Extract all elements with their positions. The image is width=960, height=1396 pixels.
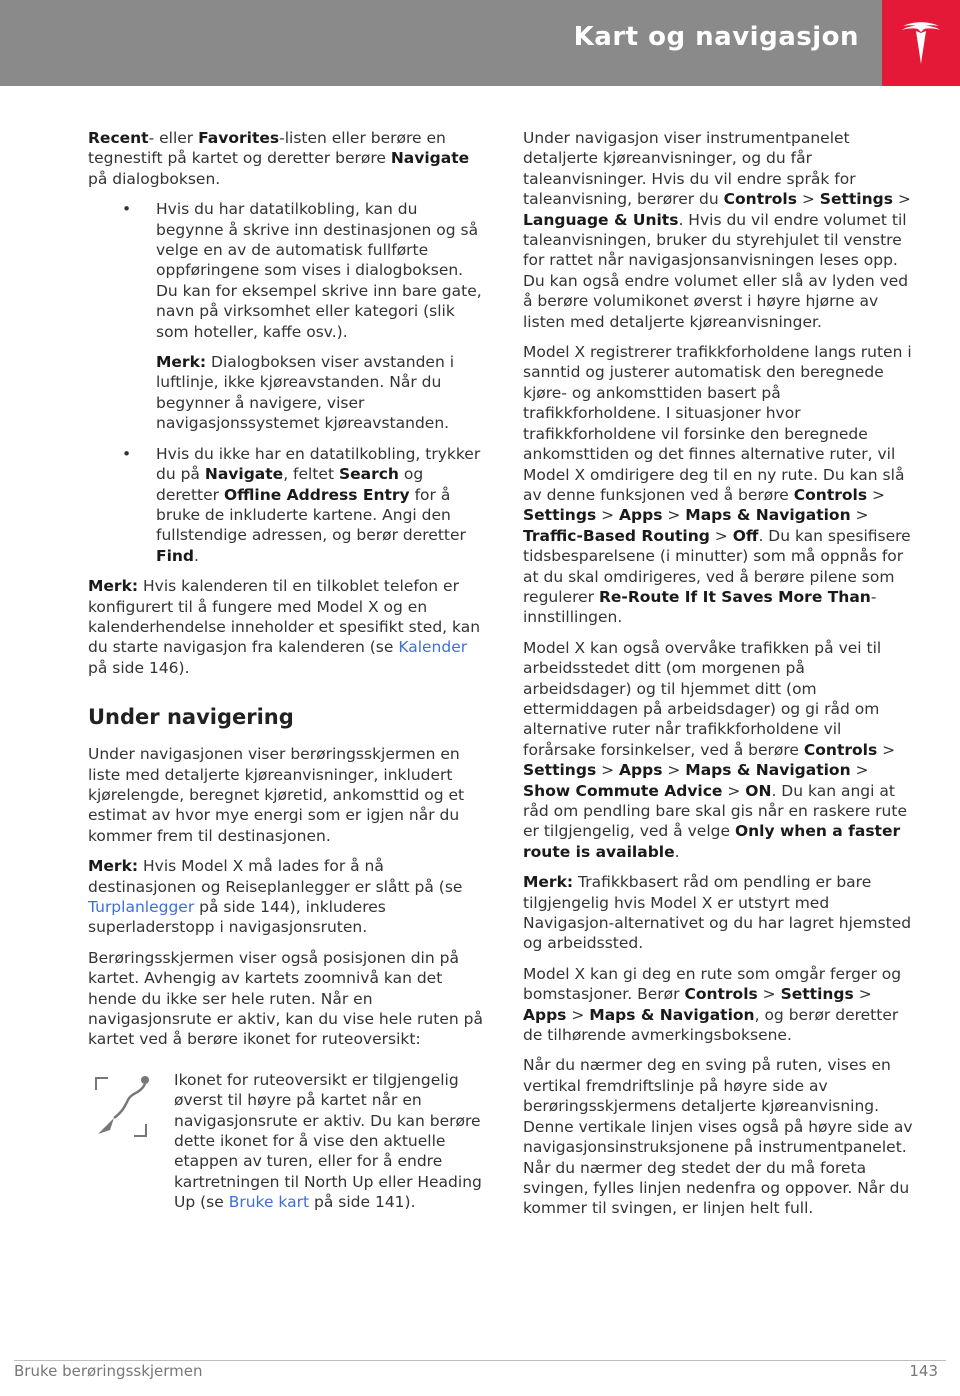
voice-guidance-paragraph	[523, 128, 918, 332]
on-term: ON	[745, 781, 772, 800]
offline-address-term: Offline Address Entry	[223, 485, 410, 504]
separator: >	[757, 985, 781, 1004]
text: Model X kan gi deg en rute som omgår ferger og bomstasjoner. Berør	[523, 964, 902, 1004]
settings-term: Settings	[780, 985, 854, 1004]
separator: >	[850, 506, 869, 525]
text: Under navigasjon viser instrumentpanelet detaljerte kjøreanvisninger, og du får taleanvisninger. Hvis du vil endre språk for taleanvisning, berører du	[523, 129, 856, 209]
text: Model X registrerer trafikkforholdene langs ruten i sanntid og justerer automatisk den beregnede kjøre- og ankomsttiden basert på trafikkforholdene. I situasjoner hvor trafikkforholdene vil forsinke den beregnede ankomsttiden og det finnes alternative ruter, vil Model X omdirigere deg til en ny rute. Du kan slå av denne funksjonen ved å berøre	[523, 343, 912, 504]
separator: >	[850, 761, 869, 780]
settings-term: Settings	[819, 190, 893, 209]
maps-navigation-term: Maps & Navigation	[589, 1005, 755, 1024]
intro-paragraph	[88, 128, 483, 189]
text: -listen eller berøre en tegnestift på kartet og deretter berøre	[88, 129, 446, 168]
recent-term: Recent	[88, 129, 149, 147]
search-term: Search	[338, 465, 399, 484]
separator: >	[709, 526, 733, 545]
language-units-term: Language & Units	[523, 210, 679, 229]
text: . Du kan angi at råd om pendling bare skal gis når en raskere rute er tilgjengelig, ved å velge	[523, 781, 907, 841]
link-bruke-kart[interactable]: Bruke kart	[228, 1193, 310, 1212]
map-position-paragraph: Berøringsskjermen viser også posisjonen din på kartet. Avhengig av kartets zoomnivå kan det hende du ikke ser hele ruten. Når en navigasjonsrute er aktiv, kan du vise hele ruten på kartet ved å berøre ikonet for ruteoversikt:	[88, 948, 483, 1049]
separator: >	[566, 1005, 590, 1024]
text: på side 144), inkluderes superladerstopp i navigasjonsruten.	[88, 898, 386, 937]
text: Hvis Model X må lades for å nå destinasjonen og Reiseplanlegger er slått på (se	[88, 857, 463, 896]
separator: >	[877, 740, 896, 759]
controls-term: Controls	[684, 985, 758, 1004]
off-term: Off	[732, 526, 759, 545]
separator: >	[722, 781, 746, 800]
traffic-routing-paragraph	[523, 342, 918, 628]
text: .	[674, 842, 680, 861]
separator: >	[596, 761, 620, 780]
separator: >	[596, 506, 620, 525]
bullet-offline	[88, 444, 483, 566]
right-column	[523, 128, 918, 1229]
controls-term: Controls	[803, 740, 878, 759]
left-column	[88, 128, 483, 1223]
bullet-datatilkobling	[88, 199, 483, 433]
footer-page-number: 143	[909, 1362, 938, 1380]
text: Hvis du ikke har en datatilkobling, trykker du på	[156, 444, 481, 484]
link-turplanlegger[interactable]: Turplanlegger	[88, 898, 195, 916]
text: -innstillingen.	[523, 587, 877, 627]
navigation-paragraph: Under navigasjonen viser berøringsskjermen en liste med detaljerte kjøreanvisninger, inkludert kjørelengde, beregnet kjøretid, ankomsttid og et estimat av hvor mye energi som er igjen når du kommer frem til destinasjonen.	[88, 745, 465, 845]
route-overview-icon	[88, 1072, 154, 1142]
traffic-based-routing-term: Traffic-Based Routing	[523, 526, 710, 545]
text: Model X kan også overvåke trafikken på vei til arbeidsstedet ditt (om morgenen på arbeidsdager) og til hjemmet ditt (om ettermiddagen på arbeidsdager) og gi råd om alternative ruter når trafikkforholdene vil forårsake forsinkelser, ved å berøre	[523, 638, 882, 759]
note-label: Merk:	[523, 873, 574, 892]
text: Hvis kalenderen til en tilkoblet telefon er konfigurert til å fungere med Model X og en kalenderhendelse inneholder et spesifikt sted, kan du starte navigasjon fra kalenderen (se	[88, 577, 481, 657]
bullet-text: Hvis du har datatilkobling, kan du begynne å skrive inn destinasjonen og så velge en av de automatisk fullførte oppføringene som vises i dialogboksen. Du kan for eksempel skrive inn bare gate, navn på virksomhet eller kategori (slik som hoteller, kaffe osv.).	[156, 200, 482, 341]
text: på side 141).	[309, 1193, 416, 1212]
tesla-logo-icon	[899, 20, 943, 66]
settings-term: Settings	[523, 506, 597, 525]
reroute-term: Re-Route If It Saves More Than	[598, 587, 871, 606]
text: Ikonet for ruteoversikt er tilgjengelig øverst til høyre på kartet når en navigasjonsrute er aktiv. Du kan berøre dette ikonet for å vise den aktuelle etappen av turen, eller for å endre kartretningen til North Up eller Heading Up (se	[174, 1070, 482, 1212]
controls-term: Controls	[793, 485, 868, 504]
text: . Du kan spesifisere tidsbesparelsene (i minutter) som må oppnås for at du skal omdirigeres, ved å berøre pilene som regulerer	[523, 526, 911, 606]
maps-navigation-term: Maps & Navigation	[685, 506, 851, 525]
settings-term: Settings	[523, 761, 597, 780]
separator: >	[796, 190, 820, 209]
note-label: Merk:	[156, 353, 207, 372]
page-title: Kart og navigasjon	[573, 22, 859, 52]
text: for å bruke de inkluderte kartene. Angi den fullstendige adressen, og berør deretter	[156, 485, 466, 545]
footer-section-name: Bruke berøringsskjermen	[14, 1362, 203, 1380]
bullet-dot: •	[122, 200, 132, 219]
section-heading: Under navigering	[88, 705, 294, 730]
text: på dialogboksen.	[88, 169, 221, 188]
find-term: Find	[156, 546, 195, 565]
note-commute	[523, 872, 918, 954]
show-commute-advice-term: Show Commute Advice	[523, 781, 723, 800]
page-header	[0, 0, 960, 86]
text: , og berør deretter de tilhørende avmerkingsboksene.	[523, 1005, 899, 1045]
bullet-text	[156, 444, 483, 566]
separator: >	[662, 506, 686, 525]
controls-term: Controls	[723, 190, 797, 209]
maps-navigation-term: Maps & Navigation	[685, 761, 851, 780]
note-supercharger	[88, 856, 483, 938]
note-dialog	[156, 352, 483, 434]
apps-term: Apps	[523, 1005, 567, 1024]
text: Dialogboksen viser avstanden i luftlinje, ikke kjøreavstanden. Når du begynner å navigere, viser navigasjonssystemet kjøreavstanden.	[156, 353, 455, 433]
text: og deretter	[156, 465, 424, 504]
commute-advice-paragraph	[523, 638, 918, 862]
footer-divider	[14, 1360, 946, 1361]
separator: >	[662, 761, 686, 780]
text: Trafikkbasert råd om pendling er bare tilgjengelig hvis Model X er utstyrt med Navigasjon-alternativet og du har lagret hjemsted og arbeidssted.	[523, 873, 912, 953]
text: , feltet	[283, 465, 339, 484]
faster-route-term: Only when a faster route is available	[523, 822, 901, 861]
tesla-logo	[882, 0, 960, 86]
apps-term: Apps	[619, 506, 663, 525]
note-label: Merk:	[88, 577, 139, 596]
text: . Hvis du vil endre volumet til taleanvisningen, bruker du styrehjulet til venstre for rattet når navigasjonsanvisningen leses opp. Du kan også endre volumet eller slå av lyden ved å berøre volumikonet øverst i høyre hjørne av listen med detaljerte kjøreanvisninger.	[523, 210, 909, 331]
apps-term: Apps	[619, 761, 663, 780]
note-label: Merk:	[88, 857, 139, 876]
text: .	[194, 546, 199, 565]
text: på side 146).	[88, 658, 190, 677]
separator: >	[892, 190, 911, 209]
route-overview-note	[88, 1070, 483, 1213]
favorites-term: Favorites	[198, 129, 280, 147]
link-kalender[interactable]: Kalender	[398, 638, 468, 657]
navigate-term: Navigate	[204, 465, 284, 484]
separator: >	[867, 485, 885, 504]
note-calendar	[88, 576, 483, 678]
turn-progress-paragraph: Når du nærmer deg en sving på ruten, vises en vertikal fremdriftslinje på høyre side av berøringsskjermens detaljerte kjøreanvisning. Denne vertikale linjen vises også på høyre side av navigasjonsinstruksjonene på instrumentpanelet. Når du nærmer deg stedet der du må foreta svingen, fylles linjen nedenfra og oppover. Når du kommer til svingen, er linjen helt full.	[523, 1056, 913, 1218]
bullet-dot: •	[122, 444, 132, 463]
navigate-term: Navigate	[390, 149, 470, 168]
text: - eller	[148, 129, 199, 147]
ferry-toll-paragraph	[523, 964, 918, 1046]
separator: >	[853, 985, 872, 1004]
